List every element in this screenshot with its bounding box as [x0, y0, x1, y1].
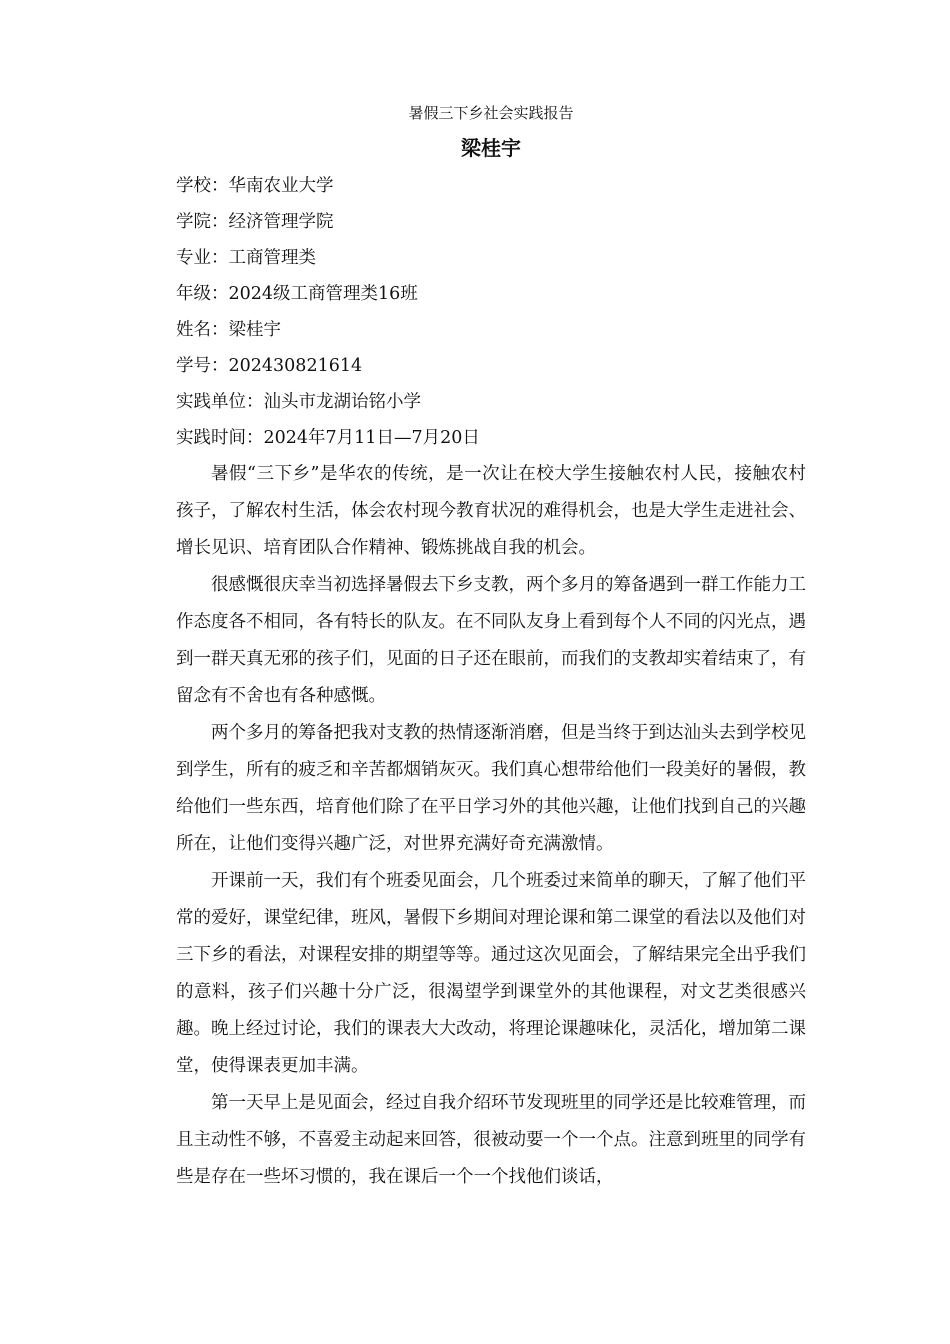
info-practice-time: 实践时间：2024年7月11日—7月20日: [176, 428, 480, 448]
info-practice-unit: 实践单位：汕头市龙湖诒铭小学: [176, 392, 421, 412]
info-college: 学院：经济管理学院: [176, 212, 334, 232]
body-paragraph-3: 两个多月的筹备把我对支教的热情逐渐消磨，但是当终于到达汕头去到学校见到学生，所有的疲乏和辛苦都烟销灰灭。我们真心想带给他们一段美好的暑假，教给他们一些东西，培育他们除了在平日学习外的其他兴趣，让他们找到自己的兴趣所在，让他们变得兴趣广泛，对世界充满好奇充满激情。: [176, 723, 806, 854]
document-page: [176, 98, 806, 1196]
body-paragraph-2: 很感慨很庆幸当初选择暑假去下乡支教，两个多月的筹备遇到一群工作能力工作态度各不相同，各有特长的队友。在不同队友身上看到每个人不同的闪光点，遇到一群天真无邪的孩子们，见面的日子还在眼前，而我们的支教却实着结束了，有留念有不舍也有各种感慨。: [176, 575, 806, 706]
info-student-id: 学号：202430821614: [176, 356, 363, 376]
report-header-title: 暑假三下乡社会实践报告: [408, 104, 574, 122]
info-grade: 年级：2024级工商管理类16班: [176, 284, 418, 304]
body-paragraph-4: 开课前一天，我们有个班委见面会，几个班委过来简单的聊天，了解了他们平常的爱好，课堂纪律，班风，暑假下乡期间对理论课和第二课堂的看法以及他们对三下乡的看法，对课程安排的期望等等。通过这次见面会，了解结果完全出乎我们的意料，孩子们兴趣十分广泛，很渴望学到课堂外的其他课程，对文艺类很感兴趣。晚上经过讨论，我们的课表大大改动，将理论课趣味化，灵活化，增加第二课堂，使得课表更加丰满。: [176, 871, 806, 1076]
body-paragraph-5: 第一天早上是见面会，经过自我介绍环节发现班里的同学还是比较难管理，而且主动性不够，不喜爱主动起来回答，很被动要一个一个点。注意到班里的同学有些是存在一些坏习惯的，我在课后一个一个找他们谈话，: [176, 1093, 806, 1187]
info-name: 姓名：梁桂宇: [176, 320, 281, 340]
body-paragraph-1: 暑假“三下乡”是华农的传统，是一次让在校大学生接触农村人民，接触农村孩子，了解农村生活，体会农村现今教育状况的难得机会，也是大学生走进社会、增长见识、培育团队合作精神、锻炼挑战自我的机会。: [176, 464, 806, 558]
info-major: 专业：工商管理类: [176, 248, 316, 268]
student-info-list: [176, 168, 806, 456]
info-school: 学校：华南农业大学: [176, 176, 334, 196]
author-name-heading: 梁桂宇: [461, 136, 521, 160]
